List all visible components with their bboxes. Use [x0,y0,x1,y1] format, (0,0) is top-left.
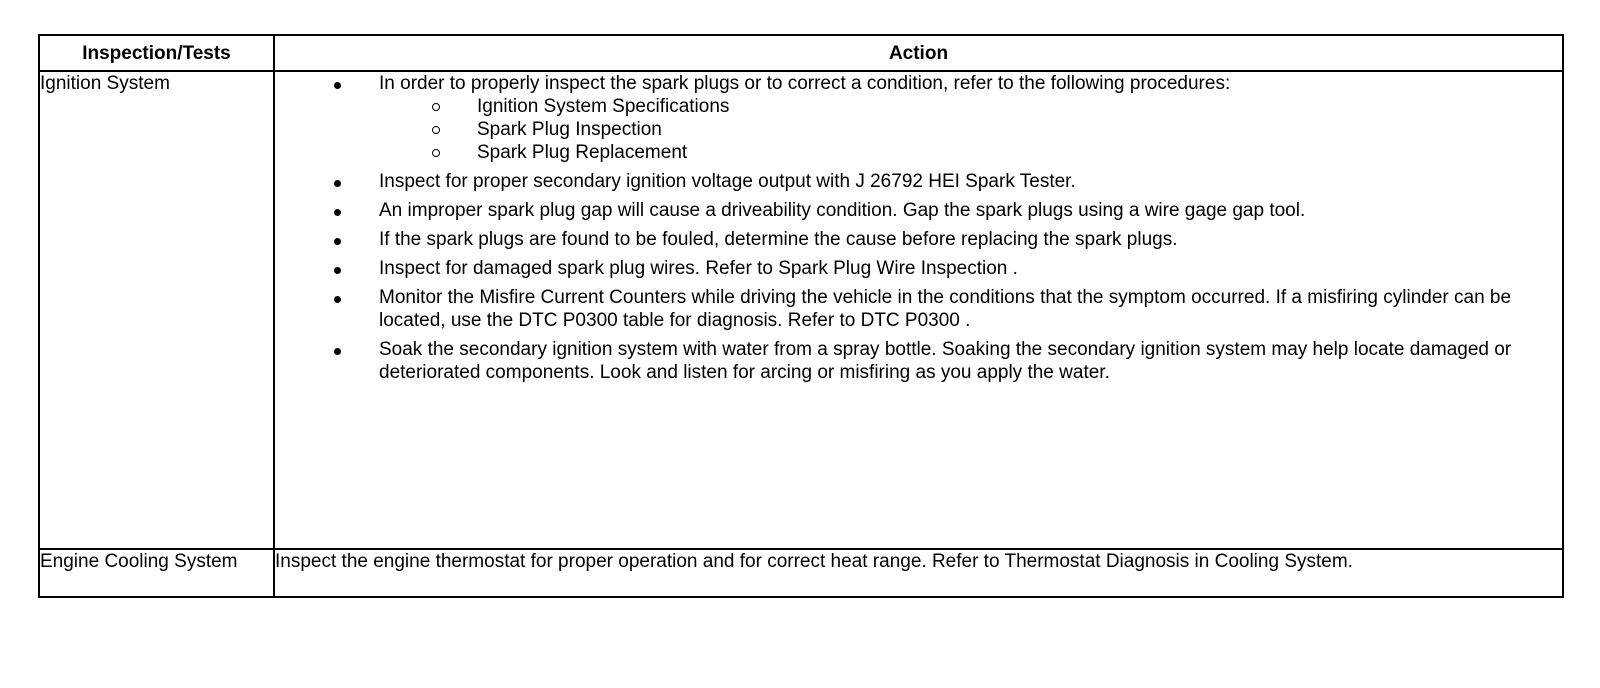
header-row [39,35,1563,71]
action-bullet-5 [334,257,1562,280]
action-bullet-text: In order to properly inspect the spark plugs or to correct a condition, refer to the following procedures: [379,73,1231,94]
action-bullet-list [275,72,1562,384]
action-bullet-text: Inspect for damaged spark plug wires. Refer to Spark Plug Wire Inspection . [379,258,1018,279]
bullet-icon [334,267,341,274]
action-bullet-text: Monitor the Misfire Current Counters while driving the vehicle in the conditions that the symptom occurred. If a misfiring cylinder can be located, use the DTC P0300 table for diagnosis. Refer to DTC P0300 . [379,287,1512,331]
action-bullet-2 [334,170,1562,193]
sub-item-1 [432,95,1562,118]
action-bullet-4 [334,228,1562,251]
sub-item-3 [432,141,1562,164]
action-bullet-text: If the spark plugs are found to be fouled, determine the cause before replacing the spark plugs. [379,229,1178,250]
table-row-ignition-system [39,71,1563,549]
row-label-engine-cooling-system: Engine Cooling System [39,549,274,597]
inspection-table [38,34,1564,598]
circle-bullet-icon [432,126,440,134]
row-label-ignition-system: Ignition System [39,71,274,549]
bullet-icon [334,180,341,187]
bullet-icon [334,209,341,216]
bullet-icon [334,82,341,89]
action-bullet-1 [334,72,1562,164]
circle-bullet-icon [432,149,440,157]
action-cell-engine-cooling-system: Inspect the engine thermostat for proper operation and for correct heat range. Refer to Thermostat Diagnosis in Cooling System. [274,549,1563,597]
action-bullet-3 [334,199,1562,222]
action-cell-ignition-system [274,71,1563,549]
action-bullet-text: Inspect for proper secondary ignition voltage output with J 26792 HEI Spark Tester. [379,171,1076,192]
sub-item-text: Ignition System Specifications [477,96,730,117]
header-action: Action [274,35,1563,71]
action-bullet-text: An improper spark plug gap will cause a driveability condition. Gap the spark plugs using a wire gage gap tool. [379,200,1306,221]
circle-bullet-icon [432,103,440,111]
header-inspection-tests: Inspection/Tests [39,35,274,71]
bullet-icon [334,348,341,355]
bullet-icon [334,296,341,303]
bullet-icon [334,238,341,245]
table-row-engine-cooling-system [39,549,1563,597]
sub-item-text: Spark Plug Inspection [477,119,662,140]
sub-item-text: Spark Plug Replacement [477,142,688,163]
procedure-sub-list [379,95,1562,164]
action-bullet-7 [334,338,1562,384]
action-bullet-text: Soak the secondary ignition system with water from a spray bottle. Soaking the secondary ignition system may help locate damaged or deteriorated components. Look and listen for arcing or misfiring as you apply the water. [379,339,1512,383]
sub-item-2 [432,118,1562,141]
action-bullet-6 [334,286,1562,332]
